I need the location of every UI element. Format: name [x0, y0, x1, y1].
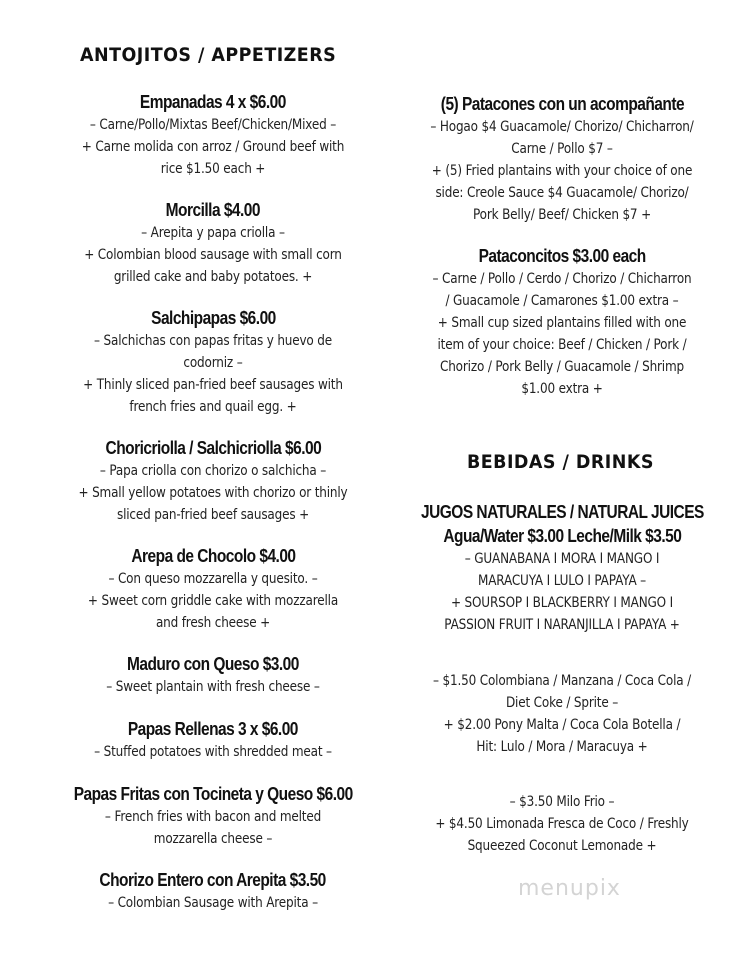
menu-item-arepa-de-chocolo [28, 544, 398, 634]
item-description: MARACUYA I LULO I PAPAYA – [477, 573, 647, 589]
item-description: – Hogao $4 Guacamole/ Chorizo/ Chicharron/ [430, 119, 694, 135]
item-description: – Carne / Pollo / Cerdo / Chorizo / Chicharron [432, 271, 692, 287]
item-name: Choricriolla / Salchicriolla $6.00 [105, 438, 321, 458]
item-description: rice $1.50 each + [160, 161, 266, 177]
menu-item-morcilla [28, 198, 398, 288]
juices-title: JUGOS NATURALES / NATURAL JUICES [420, 502, 704, 522]
item-description: Hit: Lulo / Mora / Maracuya + [476, 739, 648, 755]
item-description: – Con queso mozzarella y quesito. – [108, 571, 318, 587]
item-description: – $3.50 Milo Frio – [509, 794, 615, 810]
juices-subtitle: Agua/Water $3.00 Leche/Milk $3.50 [443, 526, 681, 546]
item-description: – Salchichas con papas fritas y huevo de [94, 333, 332, 349]
menupix-watermark: menupix [518, 876, 621, 901]
item-description: + $4.50 Limonada Fresca de Coco / Freshly [435, 816, 689, 832]
item-description: + (5) Fried plantains with your choice of one [431, 163, 693, 179]
item-name: Arepa de Chocolo $4.00 [130, 546, 296, 566]
item-description: Squeezed Coconut Lemonade + [467, 838, 657, 854]
drinks-section-title: BEBIDAS / DRINKS [467, 451, 654, 473]
item-description: Carne / Pollo $7 – [511, 141, 613, 157]
item-description: Chorizo / Pork Belly / Guacamole / Shrimp [439, 359, 685, 375]
menu-item-papas-fritas [28, 782, 398, 850]
item-description: + Colombian blood sausage with small corn [84, 247, 342, 263]
menu-item-sodas [382, 670, 742, 758]
item-description: – Sweet plantain with fresh cheese – [106, 679, 320, 695]
item-description: item of your choice: Beef / Chicken / Pork / [437, 337, 687, 353]
item-description: and fresh cheese + [155, 615, 271, 631]
item-description: – Carne/Pollo/Mixtas Beef/Chicken/Mixed – [89, 117, 337, 133]
item-description: – Papa criolla con chorizo o salchicha – [99, 463, 327, 479]
item-description: $1.00 extra + [521, 381, 603, 397]
menu-item-empanadas [28, 90, 398, 180]
menu-item-salchipapas [28, 306, 398, 418]
item-description: + Small yellow potatoes with chorizo or thinly [78, 485, 348, 501]
menu-item-natural-juices [382, 500, 742, 636]
menu-item-chorizo-entero [28, 868, 398, 914]
item-description: – $1.50 Colombiana / Manzana / Coca Cola / [432, 673, 691, 689]
item-description: sliced pan-fried beef sausages + [116, 507, 310, 523]
item-name: Chorizo Entero con Arepita $3.50 [99, 870, 327, 890]
item-description: PASSION FRUIT I NARANJILLA I PAPAYA + [444, 617, 680, 633]
appetizers-column [28, 0, 398, 971]
menu-item-papas-rellenas [28, 717, 398, 763]
item-description: – GUANABANA I MORA I MANGO I [464, 551, 660, 567]
item-description: + Small cup sized plantains filled with one [437, 315, 687, 331]
item-description: + Thinly sliced pan-fried beef sausages with [83, 377, 343, 393]
menu-item-pataconcitos [382, 244, 742, 400]
item-name: (5) Patacones con un acompañante [440, 94, 684, 114]
menu-item-specials [382, 791, 742, 857]
item-name: Papas Rellenas 3 x $6.00 [127, 719, 299, 739]
item-description: + Carne molida con arroz / Ground beef with [81, 139, 345, 155]
appetizers-section-title: ANTOJITOS / APPETIZERS [80, 44, 337, 66]
item-name: Papas Fritas con Tocineta y Queso $6.00 [73, 784, 353, 804]
item-description: french fries and quail egg. + [129, 399, 297, 415]
item-name: Morcilla $4.00 [165, 200, 261, 220]
item-description: – Stuffed potatoes with shredded meat – [94, 744, 332, 760]
item-description: mozzarella cheese – [153, 831, 273, 847]
menu-item-patacones [382, 92, 742, 226]
item-description: + $2.00 Pony Malta / Coca Cola Botella / [443, 717, 681, 733]
item-name: Empanadas 4 x $6.00 [140, 92, 286, 112]
item-description: grilled cake and baby potatoes. + [113, 269, 313, 285]
item-description: Pork Belly/ Beef/ Chicken $7 + [472, 207, 651, 223]
menu-item-choricriolla [28, 436, 398, 526]
item-description: – Colombian Sausage with Arepita – [108, 895, 318, 911]
item-name: Salchipapas $6.00 [150, 308, 276, 328]
item-name: Pataconcitos $3.00 each [478, 246, 646, 266]
item-name: Maduro con Queso $3.00 [127, 654, 299, 674]
item-description: + Sweet corn griddle cake with mozzarella [87, 593, 339, 609]
item-description: / Guacamole / Camarones $1.00 extra – [445, 293, 679, 309]
item-description: + SOURSOP I BLACKBERRY I MANGO I [450, 595, 674, 611]
item-description: side: Creole Sauce $4 Guacamole/ Chorizo/ [435, 185, 689, 201]
item-description: – French fries with bacon and melted [104, 809, 322, 825]
menu-item-maduro-con-queso [28, 652, 398, 698]
item-description: – Arepita y papa criolla – [141, 225, 285, 241]
item-description: codorniz – [183, 355, 243, 371]
item-description: Diet Coke / Sprite – [505, 695, 619, 711]
right-column [382, 0, 742, 971]
